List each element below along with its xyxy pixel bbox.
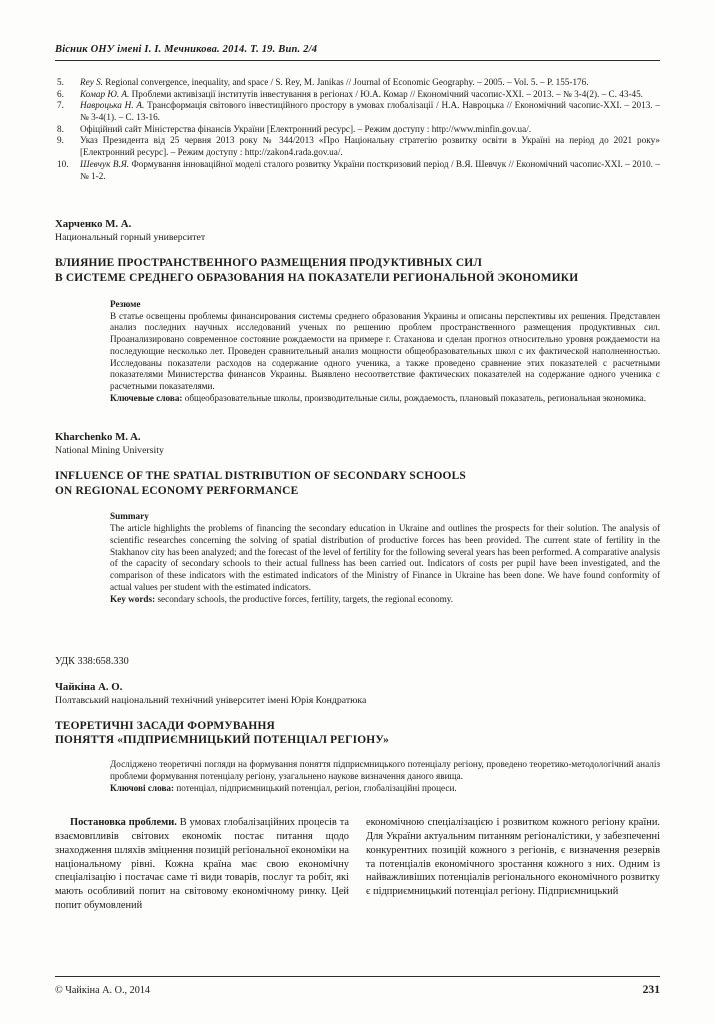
article-title-ua	[55, 719, 660, 749]
article-title-ua-line2: ПОНЯТТЯ «ПІДПРИЄМНИЦЬКИЙ ПОТЕНЦІАЛ РЕГІОНУ»	[55, 734, 390, 747]
body-text-left: В умовах глобалізаційних процесів та взаємовпливів світових економік постає питання щодо знаходження шляхів зміцнення позицій регіональної економіки на національному рівні. Кожна країна має свою економічну спеціалізацію і постачає саме ті види товарів, послуг та робіт, які мають особливий попит на світовому економічному ринку. Цей попит обумовлений	[55, 817, 349, 911]
reference-number: 8.	[57, 123, 64, 134]
reference-authors: Шевчук В.Я.	[80, 158, 130, 169]
body-column-left	[55, 816, 349, 912]
article-title-ru-line2: В СИСТЕМЕ СРЕДНЕГО ОБРАЗОВАНИЯ НА ПОКАЗАТЕЛИ РЕГИОНАЛЬНОЙ ЭКОНОМИКИ	[55, 272, 579, 285]
summary-block-en	[110, 511, 660, 605]
footer-copyright: © Чайкіна А. О., 2014	[55, 985, 151, 996]
article-title-ua-line1: ТЕОРЕТИЧНІ ЗАСАДИ ФОРМУВАННЯ	[55, 719, 275, 732]
reference-number: 9.	[57, 135, 64, 146]
keywords-text-ru: общеобразовательные школы, производительные силы, рождаемость, плановый показатель, региональная экономика.	[184, 392, 647, 403]
article-title-en-line2: ON REGIONAL ECONOMY PERFORMANCE	[55, 484, 299, 497]
reference-text: Regional convergence, inequality, and space / S. Rey, M. Janikas // Journal of Economic Geography. – 2005. – Vol. 5. – P. 155-176.	[105, 77, 589, 87]
keywords-label-ru: Ключевые слова:	[110, 392, 183, 403]
keywords-text-ua: потенціал, підприємницький потенціал, регіон, глобалізаційні процеси.	[176, 782, 457, 793]
running-head: Вісник ОНУ імені І. І. Мечникова. 2014. Т. 19. Вип. 2/4	[55, 44, 660, 61]
keywords-en	[110, 594, 660, 606]
article-en-author-block	[55, 431, 660, 456]
page-footer	[55, 976, 660, 996]
abstract-text-ua: Досліджено теоретичні погляди на формування поняття підприємницького потенціалу регіону, проведено теоретико-методологічний аналіз проблеми формування потенціалу регіону, узагальнено наукове визначення даного явища.	[110, 759, 660, 781]
reference-text: Проблеми активізації інститутів інвестування в регіонах / Ю.А. Комар // Економічний часопис-XXI. – 2013. – № 3-4(2). – С. 43-45.	[131, 88, 643, 99]
keywords-ua	[110, 783, 660, 795]
keywords-ru	[110, 393, 660, 405]
summary-heading: Summary	[110, 511, 149, 522]
reference-authors: Rey S.	[80, 77, 103, 87]
reference-number: 6.	[57, 88, 64, 99]
author-name-en: Kharchenko M. A.	[55, 430, 141, 443]
keywords-label-ua: Ключові слова:	[110, 782, 175, 793]
author-affiliation-ru: Национальный горный университет	[55, 232, 206, 244]
keywords-text-en: secondary schools, the productive forces, fertility, targets, the regional economy.	[157, 593, 454, 604]
reference-list	[55, 77, 660, 182]
reference-text: Указ Президента від 25 червня 2013 року № 344/2013 «Про Національну стратегію розвитку освіти в Україні на період до 2021 року» [Електронний ресурс]. – Режим доступу : http://zakon4.rada.gov.ua/.	[80, 135, 660, 158]
body-text-right: економічною спеціалізацією і розвитком кожного регіону країни. Для України актуальним питанням регіоналістики, у забезпеченні конкурентних позицій кожного з регіонів, є визначення резервів та потенціалів економічного зростання кожного з них. Одним із найважливіших потенціалів регіонального економічного розвитку є підприємницький потенціал регіону. Підприємницький	[366, 817, 660, 898]
reference-number: 10.	[57, 158, 69, 169]
resume-heading: Резюме	[110, 298, 141, 309]
reference-authors: Комар Ю. А.	[80, 88, 130, 99]
reference-number: 7.	[57, 100, 64, 111]
reference-item	[55, 77, 660, 89]
author-affiliation-en: National Mining University	[55, 444, 164, 456]
author-name-ru: Харченко М. А.	[55, 218, 132, 231]
article-title-ru-line1: ВЛИЯНИЕ ПРОСТРАНСТВЕННОГО РАЗМЕЩЕНИЯ ПРОДУКТИВНЫХ СИЛ	[55, 257, 483, 270]
article-ru-author-block	[55, 218, 660, 243]
author-affiliation-ua: Полтавський національний технічний університет імені Юрія Кондратюка	[55, 694, 367, 706]
reference-text: Трансформація світового інвестиційного простору в умовах глобалізації / Н.А. Навроцька // Економічний часопис-XXI. – 2013. – № 3-4(1). – С. 13-16.	[80, 100, 661, 123]
body-columns	[55, 816, 660, 912]
body-column-right	[366, 816, 660, 912]
body-paragraph-right	[366, 816, 660, 898]
page-number: 231	[642, 983, 660, 996]
section-lead-label: Постановка проблеми.	[70, 817, 177, 829]
reference-text: Формування інноваційної моделі сталого розвитку України посткризовий період / В.Я. Шевчук // Економічний часопис-XXI. – 2010. – № 1-2.	[80, 158, 660, 181]
reference-item	[55, 159, 660, 182]
reference-item	[55, 135, 660, 158]
body-paragraph-left	[55, 816, 349, 912]
resume-text: В статье освещены проблемы финансирования системы среднего образования Украины и описаны перспективы их решения. Представлен анализ последних научных исследований ученых по решению проблем пространственного размещения продуктивных сил. Проанализировано современное состояние рождаемости на примере г. Стаханова и сделан прогноз относительно уровня рождаемости на последующие несколько лет. Проведен сравнительный анализ мощности общеобразовательных школ с их фактической наполненностью. Исследованы показатели расходов на содержание одного ученика, а также проведено сравнение этих показателей с расчетными показателями Министерства финансов Украины. Выявлено несоответствие фактических показателей на содержание одного ученика с расчетными показателями.	[110, 310, 660, 392]
resume-block-ru	[110, 299, 660, 405]
abstract-block-ua	[110, 759, 660, 794]
reference-item	[55, 100, 660, 123]
reference-item	[55, 124, 660, 136]
author-name-ua: Чайкіна А. О.	[55, 680, 123, 693]
keywords-label-en: Key words:	[110, 593, 156, 604]
reference-authors: Навроцька Н. А.	[80, 100, 145, 111]
summary-text: The article highlights the problems of financing the secondary education in Ukraine and outlines the prospects for their solution. The analysis of scientific researches concerning the solving of spatial distribution of productive forces has been provided. The current state of fertility in the Stakhanov city has been analyzed; and the forecast of the level of fertility for the following several years has been performed. A comparative analysis of the capacity of secondary schools to their actual fullness has been carried out. Indicators of costs per pupil have been investigated, and the comparison of these indicators with the estimated indicators of the Ministry of Finance in Ukraine has been done. We have found conformity of actual values per student with the estimated indicators.	[110, 523, 660, 592]
reference-number: 5.	[57, 77, 64, 87]
udc-code: УДК 338:658.330	[55, 655, 129, 667]
article-title-ru	[55, 256, 660, 286]
article-ua-author-block	[55, 681, 660, 706]
reference-item	[55, 89, 660, 101]
article-title-en-line1: INFLUENCE OF THE SPATIAL DISTRIBUTION OF SECONDARY SCHOOLS	[55, 469, 466, 482]
article-title-en	[55, 469, 660, 499]
reference-text: Офіційний сайт Міністерства фінансів України [Електронний ресурс]. – Режим доступу : http://www.minfin.gov.ua/.	[80, 123, 532, 134]
